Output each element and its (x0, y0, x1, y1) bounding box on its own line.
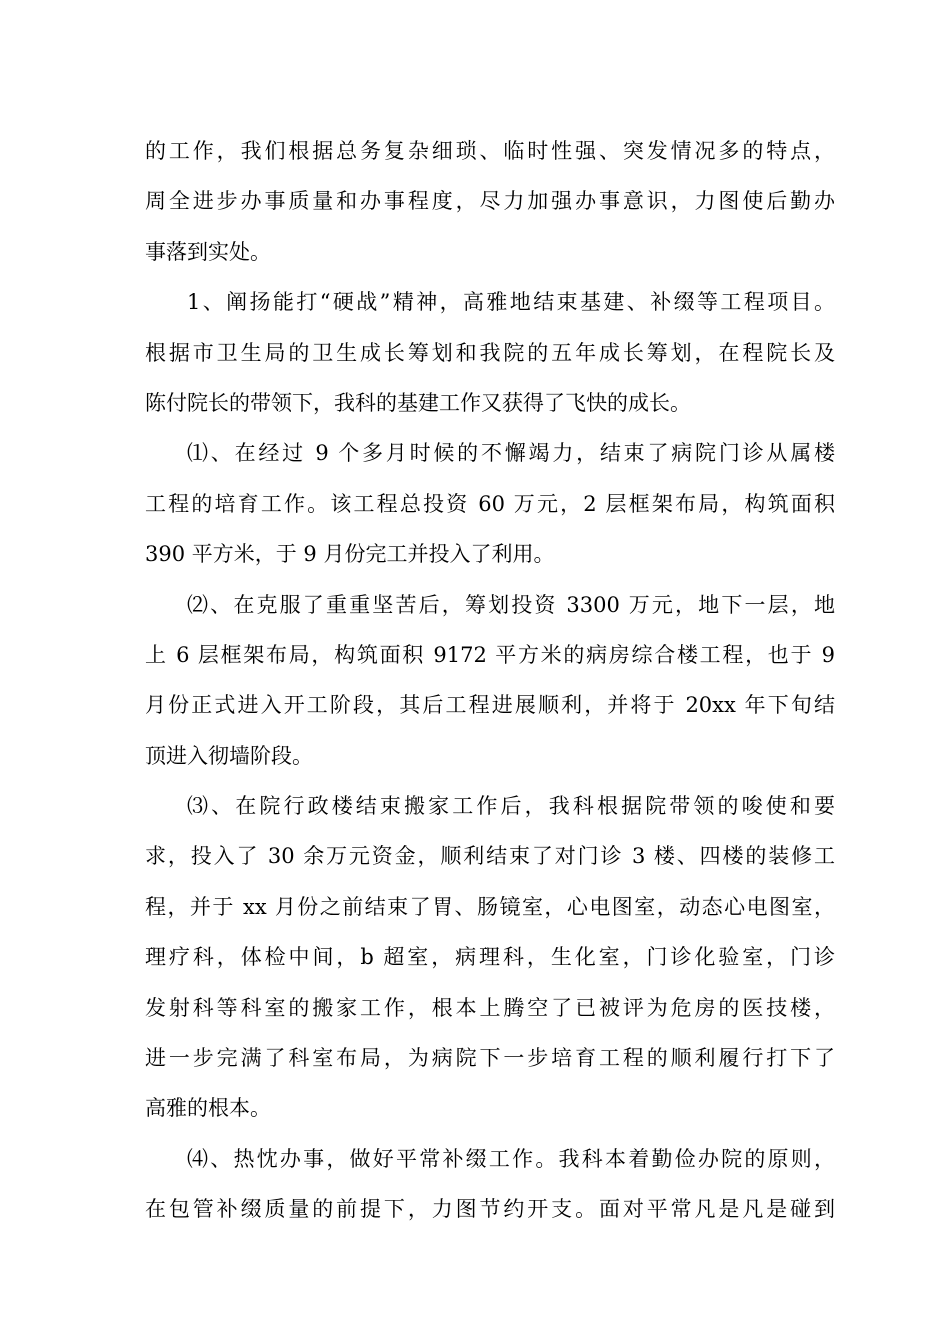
text-line: ⑷、热忱办事，做好平常补缀工作。我科本着勤俭办院的原则， (187, 1146, 835, 1171)
text-line: 程，并于 xx 月份之前结束了胃、肠镜室，心电图室，动态心电图室， (145, 894, 835, 919)
text-line: 理疗科，体检中间，b 超室，病理科，生化室，门诊化验室，门诊 (145, 945, 835, 970)
text-line: 的工作，我们根据总务复杂细琐、临时性强、突发情况多的特点， (145, 139, 835, 163)
text-line: 周全进步办事质量和办事程度，尽力加强办事意识，力图使后勤办 (145, 189, 835, 214)
document-body (145, 126, 835, 1235)
text-line: 高雅的根本。 (145, 1096, 271, 1121)
text-line: 根据市卫生局的卫生成长筹划和我院的五年成长筹划，在程院长及 (145, 340, 835, 365)
text-line: 发射科等科室的搬家工作，根本上腾空了已被评为危房的医技楼， (145, 995, 835, 1020)
text-line: 上 6 层框架布局，构筑面积 9172 平方米的病房综合楼工程，也于 9 (145, 642, 835, 667)
text-line: 1、阐扬能打“硬战”精神，高雅地结束基建、补缀等工程项目。 (187, 290, 835, 315)
text-line: 月份正式进入开工阶段，其后工程进展顺利，并将于 20xx 年下旬结 (145, 693, 835, 718)
text-line: 顶进入彻墙阶段。 (145, 743, 313, 768)
text-line: 工程的培育工作。该工程总投资 60 万元，2 层框架布局，构筑面积 (145, 491, 835, 516)
text-line: 进一步完满了科室布局，为病院下一步培育工程的顺利履行打下了 (145, 1046, 835, 1071)
text-line: 陈付院长的带领下，我科的基建工作又获得了飞快的成长。 (145, 390, 691, 415)
text-line: ⑵、在克服了重重坚苦后，筹划投资 3300 万元，地下一层，地 (187, 592, 835, 617)
text-line: ⑴、在经过 9 个多月时候的不懈竭力，结束了病院门诊从属楼 (187, 441, 835, 466)
text-line: 390 平方米，于 9 月份完工并投入了利用。 (145, 542, 555, 567)
text-line: ⑶、在院行政楼结束搬家工作后，我科根据院带领的唆使和要 (187, 794, 835, 819)
text-line: 求，投入了 30 余万元资金，顺利结束了对门诊 3 楼、四楼的装修工 (145, 844, 835, 869)
text-line: 在包管补缀质量的前提下，力图节约开支。面对平常凡是凡是碰到 (145, 1197, 835, 1222)
text-line: 事落到实处。 (145, 239, 271, 264)
